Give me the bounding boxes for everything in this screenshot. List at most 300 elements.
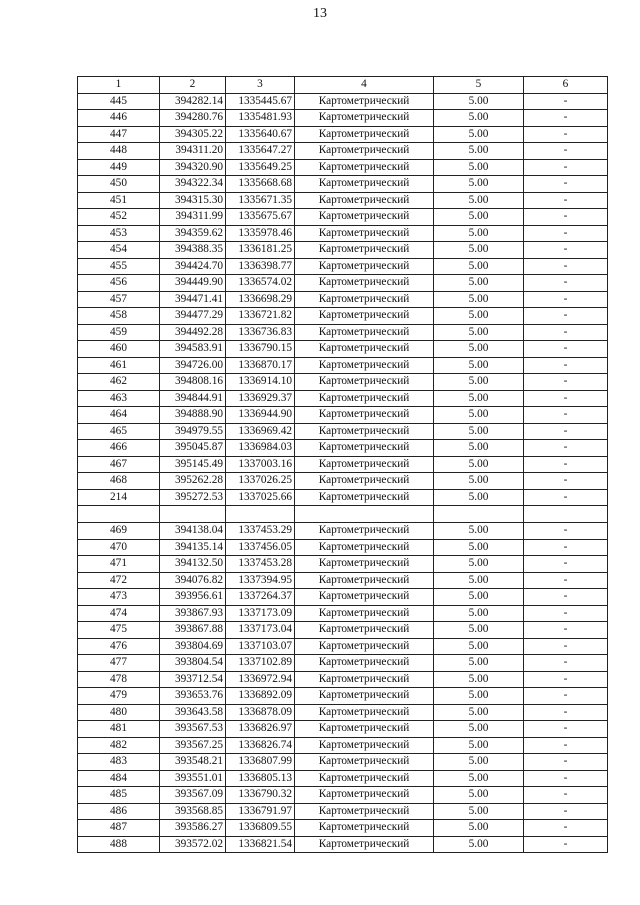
point-number-cell: 479 xyxy=(78,688,160,705)
accuracy-cell: 5.00 xyxy=(434,291,524,308)
y-coordinate-cell: 1336805.13 xyxy=(226,770,295,787)
accuracy-cell: 5.00 xyxy=(434,473,524,490)
x-coordinate-cell: 393956.61 xyxy=(160,589,226,606)
accuracy-cell: 5.00 xyxy=(434,671,524,688)
method-cell: Картометрический xyxy=(295,225,434,242)
x-coordinate-cell: 393643.58 xyxy=(160,704,226,721)
description-cell: - xyxy=(524,655,608,672)
y-coordinate-cell: 1336721.82 xyxy=(226,308,295,325)
point-number-cell: 472 xyxy=(78,572,160,589)
method-cell: Картометрический xyxy=(295,440,434,457)
y-coordinate-cell: 1336826.97 xyxy=(226,721,295,738)
point-number-cell: 486 xyxy=(78,803,160,820)
table-row xyxy=(78,258,608,275)
table-row xyxy=(78,93,608,110)
description-cell: - xyxy=(524,589,608,606)
empty-cell xyxy=(226,506,295,523)
description-cell: - xyxy=(524,275,608,292)
y-coordinate-cell: 1336181.25 xyxy=(226,242,295,259)
accuracy-cell: 5.00 xyxy=(434,688,524,705)
y-coordinate-cell: 1336984.03 xyxy=(226,440,295,457)
x-coordinate-cell: 393567.09 xyxy=(160,787,226,804)
accuracy-cell: 5.00 xyxy=(434,589,524,606)
table-row xyxy=(78,523,608,540)
description-cell: - xyxy=(524,308,608,325)
point-number-cell: 450 xyxy=(78,176,160,193)
header-cell: 5 xyxy=(434,77,524,94)
table-row xyxy=(78,209,608,226)
accuracy-cell: 5.00 xyxy=(434,737,524,754)
table-row xyxy=(78,176,608,193)
table-row xyxy=(78,357,608,374)
y-coordinate-cell: 1335481.93 xyxy=(226,110,295,127)
x-coordinate-cell: 395262.28 xyxy=(160,473,226,490)
method-cell: Картометрический xyxy=(295,754,434,771)
x-coordinate-cell: 394449.90 xyxy=(160,275,226,292)
method-cell: Картометрический xyxy=(295,110,434,127)
x-coordinate-cell: 394979.55 xyxy=(160,423,226,440)
point-number-cell: 458 xyxy=(78,308,160,325)
description-cell: - xyxy=(524,787,608,804)
x-coordinate-cell: 393551.01 xyxy=(160,770,226,787)
point-number-cell: 464 xyxy=(78,407,160,424)
x-coordinate-cell: 394726.00 xyxy=(160,357,226,374)
point-number-cell: 470 xyxy=(78,539,160,556)
table-row xyxy=(78,688,608,705)
table-row xyxy=(78,126,608,143)
accuracy-cell: 5.00 xyxy=(434,209,524,226)
table-row xyxy=(78,159,608,176)
method-cell: Картометрический xyxy=(295,671,434,688)
accuracy-cell: 5.00 xyxy=(434,556,524,573)
table-row xyxy=(78,341,608,358)
description-cell: - xyxy=(524,341,608,358)
point-number-cell: 459 xyxy=(78,324,160,341)
method-cell: Картометрический xyxy=(295,473,434,490)
x-coordinate-cell: 393567.25 xyxy=(160,737,226,754)
table-row xyxy=(78,275,608,292)
description-cell: - xyxy=(524,605,608,622)
description-cell: - xyxy=(524,737,608,754)
x-coordinate-cell: 394388.35 xyxy=(160,242,226,259)
x-coordinate-cell: 394424.70 xyxy=(160,258,226,275)
y-coordinate-cell: 1335647.27 xyxy=(226,143,295,160)
accuracy-cell: 5.00 xyxy=(434,225,524,242)
table-row xyxy=(78,242,608,259)
header-cell: 1 xyxy=(78,77,160,94)
x-coordinate-cell: 394135.14 xyxy=(160,539,226,556)
method-cell: Картометрический xyxy=(295,572,434,589)
accuracy-cell: 5.00 xyxy=(434,110,524,127)
y-coordinate-cell: 1337102.89 xyxy=(226,655,295,672)
y-coordinate-cell: 1335445.67 xyxy=(226,93,295,110)
accuracy-cell: 5.00 xyxy=(434,820,524,837)
x-coordinate-cell: 394076.82 xyxy=(160,572,226,589)
empty-cell xyxy=(295,506,434,523)
y-coordinate-cell: 1337003.16 xyxy=(226,456,295,473)
method-cell: Картометрический xyxy=(295,357,434,374)
header-cell: 2 xyxy=(160,77,226,94)
table-row xyxy=(78,605,608,622)
method-cell: Картометрический xyxy=(295,721,434,738)
point-number-cell: 481 xyxy=(78,721,160,738)
y-coordinate-cell: 1337453.29 xyxy=(226,523,295,540)
accuracy-cell: 5.00 xyxy=(434,357,524,374)
description-cell: - xyxy=(524,721,608,738)
method-cell: Картометрический xyxy=(295,770,434,787)
accuracy-cell: 5.00 xyxy=(434,258,524,275)
x-coordinate-cell: 393548.21 xyxy=(160,754,226,771)
x-coordinate-cell: 393653.76 xyxy=(160,688,226,705)
accuracy-cell: 5.00 xyxy=(434,242,524,259)
method-cell: Картометрический xyxy=(295,275,434,292)
method-cell: Картометрический xyxy=(295,688,434,705)
x-coordinate-cell: 393586.27 xyxy=(160,820,226,837)
y-coordinate-cell: 1336972.94 xyxy=(226,671,295,688)
accuracy-cell: 5.00 xyxy=(434,390,524,407)
description-cell: - xyxy=(524,473,608,490)
table-row xyxy=(78,324,608,341)
y-coordinate-cell: 1337103.07 xyxy=(226,638,295,655)
description-cell: - xyxy=(524,423,608,440)
table-row xyxy=(78,737,608,754)
point-number-cell: 467 xyxy=(78,456,160,473)
description-cell: - xyxy=(524,572,608,589)
y-coordinate-cell: 1335671.35 xyxy=(226,192,295,209)
empty-cell xyxy=(524,506,608,523)
coordinates-table xyxy=(77,76,608,853)
point-number-cell: 474 xyxy=(78,605,160,622)
table-row xyxy=(78,820,608,837)
x-coordinate-cell: 394359.62 xyxy=(160,225,226,242)
y-coordinate-cell: 1337173.09 xyxy=(226,605,295,622)
description-cell: - xyxy=(524,357,608,374)
description-cell: - xyxy=(524,374,608,391)
point-number-cell: 451 xyxy=(78,192,160,209)
method-cell: Картометрический xyxy=(295,192,434,209)
x-coordinate-cell: 393568.85 xyxy=(160,803,226,820)
method-cell: Картометрический xyxy=(295,258,434,275)
description-cell: - xyxy=(524,456,608,473)
method-cell: Картометрический xyxy=(295,489,434,506)
accuracy-cell: 5.00 xyxy=(434,638,524,655)
method-cell: Картометрический xyxy=(295,93,434,110)
y-coordinate-cell: 1336791.97 xyxy=(226,803,295,820)
y-coordinate-cell: 1337453.28 xyxy=(226,556,295,573)
empty-cell xyxy=(434,506,524,523)
point-number-cell: 482 xyxy=(78,737,160,754)
description-cell: - xyxy=(524,176,608,193)
x-coordinate-cell: 393572.02 xyxy=(160,836,226,853)
x-coordinate-cell: 394315.30 xyxy=(160,192,226,209)
x-coordinate-cell: 393804.69 xyxy=(160,638,226,655)
description-cell: - xyxy=(524,440,608,457)
point-number-cell: 483 xyxy=(78,754,160,771)
point-number-cell: 488 xyxy=(78,836,160,853)
table-row xyxy=(78,192,608,209)
table-row xyxy=(78,671,608,688)
accuracy-cell: 5.00 xyxy=(434,341,524,358)
y-coordinate-cell: 1336944.90 xyxy=(226,407,295,424)
point-number-cell: 449 xyxy=(78,159,160,176)
y-coordinate-cell: 1337025.66 xyxy=(226,489,295,506)
method-cell: Картометрический xyxy=(295,622,434,639)
description-cell: - xyxy=(524,110,608,127)
accuracy-cell: 5.00 xyxy=(434,159,524,176)
table-row xyxy=(78,622,608,639)
accuracy-cell: 5.00 xyxy=(434,803,524,820)
table-row xyxy=(78,638,608,655)
x-coordinate-cell: 394280.76 xyxy=(160,110,226,127)
point-number-cell: 447 xyxy=(78,126,160,143)
table-row xyxy=(78,308,608,325)
point-number-cell: 453 xyxy=(78,225,160,242)
method-cell: Картометрический xyxy=(295,589,434,606)
description-cell: - xyxy=(524,638,608,655)
description-cell: - xyxy=(524,836,608,853)
y-coordinate-cell: 1337456.05 xyxy=(226,539,295,556)
method-cell: Картометрический xyxy=(295,407,434,424)
accuracy-cell: 5.00 xyxy=(434,126,524,143)
empty-cell xyxy=(78,506,160,523)
method-cell: Картометрический xyxy=(295,638,434,655)
description-cell: - xyxy=(524,242,608,259)
x-coordinate-cell: 394808.16 xyxy=(160,374,226,391)
x-coordinate-cell: 393867.88 xyxy=(160,622,226,639)
page-number: 13 xyxy=(313,6,327,21)
point-number-cell: 473 xyxy=(78,589,160,606)
x-coordinate-cell: 393804.54 xyxy=(160,655,226,672)
point-number-cell: 468 xyxy=(78,473,160,490)
description-cell: - xyxy=(524,225,608,242)
table-row xyxy=(78,589,608,606)
y-coordinate-cell: 1335675.67 xyxy=(226,209,295,226)
header-row xyxy=(78,77,608,94)
accuracy-cell: 5.00 xyxy=(434,176,524,193)
table-row xyxy=(78,456,608,473)
point-number-cell: 469 xyxy=(78,523,160,540)
point-number-cell: 466 xyxy=(78,440,160,457)
accuracy-cell: 5.00 xyxy=(434,324,524,341)
description-cell: - xyxy=(524,324,608,341)
y-coordinate-cell: 1336698.29 xyxy=(226,291,295,308)
method-cell: Картометрический xyxy=(295,539,434,556)
description-cell: - xyxy=(524,126,608,143)
description-cell: - xyxy=(524,539,608,556)
y-coordinate-cell: 1336790.15 xyxy=(226,341,295,358)
header-cell: 4 xyxy=(295,77,434,94)
description-cell: - xyxy=(524,159,608,176)
accuracy-cell: 5.00 xyxy=(434,655,524,672)
x-coordinate-cell: 394311.20 xyxy=(160,143,226,160)
point-number-cell: 475 xyxy=(78,622,160,639)
y-coordinate-cell: 1335649.25 xyxy=(226,159,295,176)
accuracy-cell: 5.00 xyxy=(434,605,524,622)
method-cell: Картометрический xyxy=(295,209,434,226)
y-coordinate-cell: 1336929.37 xyxy=(226,390,295,407)
table-row xyxy=(78,374,608,391)
y-coordinate-cell: 1337264.37 xyxy=(226,589,295,606)
x-coordinate-cell: 394320.90 xyxy=(160,159,226,176)
x-coordinate-cell: 393712.54 xyxy=(160,671,226,688)
method-cell: Картометрический xyxy=(295,390,434,407)
point-number-cell: 456 xyxy=(78,275,160,292)
description-cell: - xyxy=(524,143,608,160)
accuracy-cell: 5.00 xyxy=(434,374,524,391)
table-row xyxy=(78,836,608,853)
point-number-cell: 457 xyxy=(78,291,160,308)
point-number-cell: 487 xyxy=(78,820,160,837)
point-number-cell: 476 xyxy=(78,638,160,655)
method-cell: Картометрический xyxy=(295,605,434,622)
accuracy-cell: 5.00 xyxy=(434,456,524,473)
method-cell: Картометрический xyxy=(295,242,434,259)
description-cell: - xyxy=(524,704,608,721)
header-cell: 6 xyxy=(524,77,608,94)
y-coordinate-cell: 1336914.10 xyxy=(226,374,295,391)
method-cell: Картометрический xyxy=(295,523,434,540)
y-coordinate-cell: 1336809.55 xyxy=(226,820,295,837)
x-coordinate-cell: 394282.14 xyxy=(160,93,226,110)
y-coordinate-cell: 1336892.09 xyxy=(226,688,295,705)
accuracy-cell: 5.00 xyxy=(434,192,524,209)
method-cell: Картометрический xyxy=(295,308,434,325)
description-cell: - xyxy=(524,770,608,787)
method-cell: Картометрический xyxy=(295,655,434,672)
point-number-cell: 452 xyxy=(78,209,160,226)
method-cell: Картометрический xyxy=(295,159,434,176)
point-number-cell: 465 xyxy=(78,423,160,440)
point-number-cell: 445 xyxy=(78,93,160,110)
accuracy-cell: 5.00 xyxy=(434,754,524,771)
point-number-cell: 484 xyxy=(78,770,160,787)
table-row xyxy=(78,440,608,457)
x-coordinate-cell: 394138.04 xyxy=(160,523,226,540)
y-coordinate-cell: 1336574.02 xyxy=(226,275,295,292)
y-coordinate-cell: 1336736.83 xyxy=(226,324,295,341)
table-row xyxy=(78,721,608,738)
x-coordinate-cell: 394132.50 xyxy=(160,556,226,573)
method-cell: Картометрический xyxy=(295,836,434,853)
method-cell: Картометрический xyxy=(295,374,434,391)
method-cell: Картометрический xyxy=(295,291,434,308)
x-coordinate-cell: 394888.90 xyxy=(160,407,226,424)
y-coordinate-cell: 1336969.42 xyxy=(226,423,295,440)
table-row xyxy=(78,407,608,424)
point-number-cell: 454 xyxy=(78,242,160,259)
y-coordinate-cell: 1336878.09 xyxy=(226,704,295,721)
y-coordinate-cell: 1335978.46 xyxy=(226,225,295,242)
accuracy-cell: 5.00 xyxy=(434,622,524,639)
accuracy-cell: 5.00 xyxy=(434,770,524,787)
accuracy-cell: 5.00 xyxy=(434,721,524,738)
y-coordinate-cell: 1335668.68 xyxy=(226,176,295,193)
description-cell: - xyxy=(524,622,608,639)
description-cell: - xyxy=(524,754,608,771)
x-coordinate-cell: 394844.91 xyxy=(160,390,226,407)
accuracy-cell: 5.00 xyxy=(434,93,524,110)
table-row xyxy=(78,423,608,440)
header-cell: 3 xyxy=(226,77,295,94)
y-coordinate-cell: 1337026.25 xyxy=(226,473,295,490)
table-row xyxy=(78,655,608,672)
accuracy-cell: 5.00 xyxy=(434,704,524,721)
x-coordinate-cell: 395145.49 xyxy=(160,456,226,473)
method-cell: Картометрический xyxy=(295,737,434,754)
point-number-cell: 460 xyxy=(78,341,160,358)
description-cell: - xyxy=(524,407,608,424)
accuracy-cell: 5.00 xyxy=(434,489,524,506)
point-number-cell: 446 xyxy=(78,110,160,127)
point-number-cell: 455 xyxy=(78,258,160,275)
table-body xyxy=(78,77,608,853)
accuracy-cell: 5.00 xyxy=(434,423,524,440)
accuracy-cell: 5.00 xyxy=(434,836,524,853)
point-number-cell: 462 xyxy=(78,374,160,391)
table-row xyxy=(78,489,608,506)
method-cell: Картометрический xyxy=(295,341,434,358)
description-cell: - xyxy=(524,489,608,506)
x-coordinate-cell: 393867.93 xyxy=(160,605,226,622)
point-number-cell: 461 xyxy=(78,357,160,374)
method-cell: Картометрический xyxy=(295,820,434,837)
x-coordinate-cell: 395045.87 xyxy=(160,440,226,457)
point-number-cell: 480 xyxy=(78,704,160,721)
x-coordinate-cell: 394305.22 xyxy=(160,126,226,143)
table-row xyxy=(78,225,608,242)
table-row xyxy=(78,539,608,556)
point-number-cell: 448 xyxy=(78,143,160,160)
method-cell: Картометрический xyxy=(295,126,434,143)
y-coordinate-cell: 1336790.32 xyxy=(226,787,295,804)
method-cell: Картометрический xyxy=(295,803,434,820)
point-number-cell: 477 xyxy=(78,655,160,672)
y-coordinate-cell: 1336826.74 xyxy=(226,737,295,754)
accuracy-cell: 5.00 xyxy=(434,407,524,424)
description-cell: - xyxy=(524,820,608,837)
y-coordinate-cell: 1335640.67 xyxy=(226,126,295,143)
accuracy-cell: 5.00 xyxy=(434,523,524,540)
description-cell: - xyxy=(524,93,608,110)
group-separator-row xyxy=(78,506,608,523)
method-cell: Картометрический xyxy=(295,704,434,721)
x-coordinate-cell: 394322.34 xyxy=(160,176,226,193)
method-cell: Картометрический xyxy=(295,556,434,573)
table-row xyxy=(78,803,608,820)
description-cell: - xyxy=(524,556,608,573)
table-row xyxy=(78,572,608,589)
method-cell: Картометрический xyxy=(295,176,434,193)
x-coordinate-cell: 394477.29 xyxy=(160,308,226,325)
description-cell: - xyxy=(524,192,608,209)
x-coordinate-cell: 393567.53 xyxy=(160,721,226,738)
x-coordinate-cell: 395272.53 xyxy=(160,489,226,506)
table-row xyxy=(78,110,608,127)
point-number-cell: 463 xyxy=(78,390,160,407)
table-row xyxy=(78,143,608,160)
x-coordinate-cell: 394583.91 xyxy=(160,341,226,358)
description-cell: - xyxy=(524,390,608,407)
description-cell: - xyxy=(524,209,608,226)
table-row xyxy=(78,473,608,490)
x-coordinate-cell: 394471.41 xyxy=(160,291,226,308)
accuracy-cell: 5.00 xyxy=(434,275,524,292)
table-row xyxy=(78,291,608,308)
y-coordinate-cell: 1336821.54 xyxy=(226,836,295,853)
accuracy-cell: 5.00 xyxy=(434,143,524,160)
point-number-cell: 478 xyxy=(78,671,160,688)
description-cell: - xyxy=(524,671,608,688)
